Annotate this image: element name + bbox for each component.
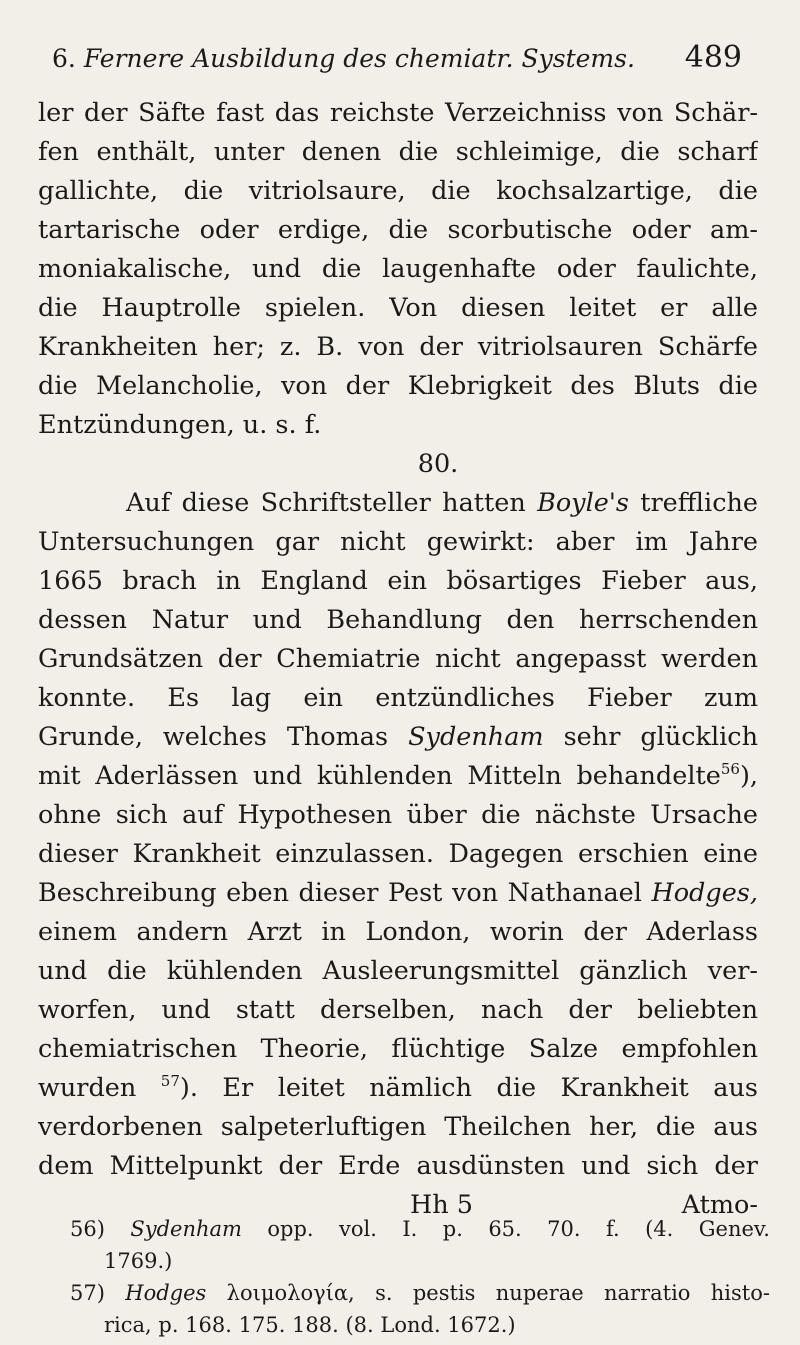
- italic-name: Boyle's: [537, 488, 629, 518]
- text-segment: mit Aderlässen und kühlenden Mitteln behandelte: [38, 761, 721, 791]
- text-segment: ). Er leitet nämlich die Krankheit aus: [179, 1073, 758, 1103]
- text-line: einem andern Arzt in London, worin der Aderlass: [38, 917, 758, 947]
- footnote-56: [70, 1213, 770, 1245]
- footnote-text: opp. vol. I. p. 65. 70. f. (4. Genev.: [267, 1217, 770, 1241]
- footnote-57-continued: rica, p. 168. 175. 188. (8. Lond. 1672.): [104, 1313, 516, 1337]
- text-segment: wurden: [38, 1073, 137, 1103]
- text-line: [38, 484, 758, 523]
- footnote-57: [70, 1277, 770, 1309]
- text-line: [38, 718, 758, 757]
- text-line: dieser Krankheit einzulassen. Dagegen erschien eine: [38, 839, 758, 869]
- text-segment: treffliche: [640, 488, 758, 518]
- text-line: Untersuchungen gar nicht gewirkt: aber im Jahre: [38, 527, 758, 557]
- footnote-ref-57: 57: [160, 1072, 180, 1090]
- footnote-marker: 56): [70, 1217, 105, 1241]
- footnote-ref-56: 56: [720, 760, 740, 778]
- footnote-text: λοιμολογία, s. pestis nuperae narratio histo-: [226, 1281, 770, 1305]
- text-line: [38, 1069, 758, 1108]
- body-text: [38, 94, 758, 1225]
- section-number: 6.: [52, 44, 76, 73]
- italic-name: Hodges,: [651, 878, 758, 908]
- footnote-author: Sydenham: [130, 1217, 242, 1241]
- text-line: dem Mittelpunkt der Erde ausdünsten und sich der: [38, 1151, 758, 1181]
- footnote-author: Hodges: [125, 1281, 207, 1305]
- text-line: gallichte, die vitriolsaure, die kochsalzartige, die: [38, 176, 758, 206]
- text-line: Entzündungen, u. s. f.: [38, 410, 322, 440]
- footnote-56-continued: 1769.): [104, 1249, 173, 1273]
- section-marker: 80.: [417, 449, 459, 479]
- text-line: tartarische oder erdige, die scorbutische oder am-: [38, 215, 758, 245]
- italic-name: Sydenham: [408, 722, 544, 752]
- text-line: verdorbenen salpeterluftigen Theilchen her, die aus: [38, 1112, 758, 1142]
- text-line: konnte. Es lag ein entzündliches Fieber zum: [38, 683, 758, 713]
- text-segment: Auf diese Schriftsteller hatten: [126, 488, 526, 518]
- text-line: moniakalische, und die laugenhafte oder faulichte,: [38, 254, 758, 284]
- page-header: [52, 38, 760, 88]
- text-line: fen enthält, unter denen die schleimige, die scharf: [38, 137, 758, 167]
- running-title: Fernere Ausbildung des chemiatr. Systems.: [83, 44, 635, 73]
- text-line: [38, 874, 758, 913]
- catchword: Atmo-: [681, 1190, 758, 1220]
- text-segment: Beschreibung eben dieser Pest von Nathanael: [38, 878, 642, 908]
- text-line: ler der Säfte fast das reichste Verzeichniss von Schär-: [38, 98, 758, 128]
- text-line: chemiatrischen Theorie, flüchtige Salze empfohlen: [38, 1034, 758, 1064]
- text-line: Krankheiten her; z. B. von der vitriolsauren Schärfe: [38, 332, 758, 362]
- text-line: die Melancholie, von der Klebrigkeit des Bluts die: [38, 371, 758, 401]
- footnote-marker: 57): [70, 1281, 105, 1305]
- text-line: ohne sich auf Hypothesen über die nächste Ursache: [38, 800, 758, 830]
- text-line: [38, 757, 758, 796]
- text-line: worfen, und statt derselben, nach der beliebten: [38, 995, 758, 1025]
- footnotes: [70, 1213, 770, 1341]
- text-line: und die kühlenden Ausleerungsmittel gänzlich ver-: [38, 956, 758, 986]
- page-number: 489: [684, 40, 742, 75]
- text-line: die Hauptrolle spielen. Von diesen leitet er alle: [38, 293, 758, 323]
- text-line: 1665 brach in England ein bösartiges Fieber aus,: [38, 566, 758, 596]
- signature-mark: Hh 5: [410, 1190, 473, 1220]
- text-segment: sehr glücklich: [563, 722, 758, 752]
- running-head: [52, 44, 635, 73]
- text-segment: Grunde, welches Thomas: [38, 722, 389, 752]
- text-segment: ),: [739, 761, 758, 791]
- text-line: dessen Natur und Behandlung den herrschenden: [38, 605, 758, 635]
- text-line: Grundsätzen der Chemiatrie nicht angepasst werden: [38, 644, 758, 674]
